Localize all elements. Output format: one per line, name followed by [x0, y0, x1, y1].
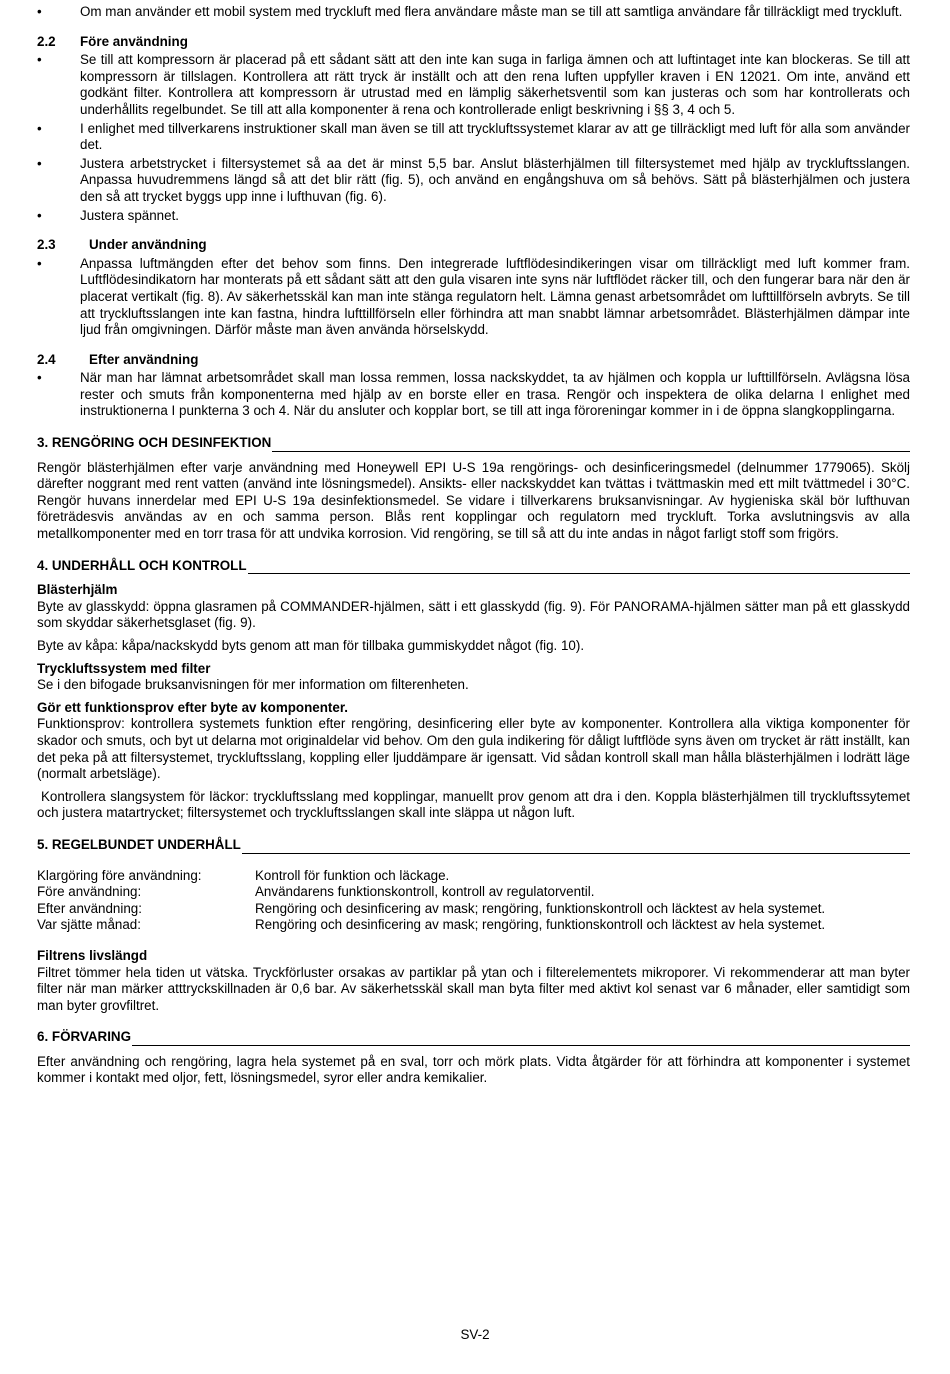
schedule-when: Klargöring före användning: — [37, 867, 202, 883]
list-item: • Anpassa luftmängden efter det behov som finns. Den integrerade luftflödesindikeringen visar om tillräckligt med luft kommer fram. Luftflödesindikatorn har monterats på ett sådant sätt att den gula visaren inte syns när luftflödet räcker till, och den fungerar bara när den är placerat vertikalt (fig. 8). Av säkerhetsskäl kan man inte stänga regulatorn helt. Lämna genast arbetsområdet om lufttillförseln avbryts. Se till att tryckluftsslangen inte kan fastna, hindra lufttillförseln eller förhindra att man snabbt lämnar arbetsområdet. Blästerhjälmen dämpar inte ljud från omgivningen. Därför måste man även använda hörselskydd. — [37, 256, 910, 339]
section-6-heading — [37, 1029, 910, 1046]
section-title: Före användning — [80, 33, 188, 49]
leak-check-text: Kontrollera slangsystem för läckor: tryckluftsslang med kopplingar, manuellt prov genom att dra i den. Koppla blästerhjälmen till tryckluftssytemet och justera matartrycket; filtersystemet och tryckluftsslangen skall inte släppa ut någon luft. — [37, 788, 910, 821]
section-2-2-heading — [37, 34, 910, 51]
section-title: 4. UNDERHÅLL OCH KONTROLL — [37, 557, 247, 573]
section-title: 6. FÖRVARING — [37, 1029, 131, 1045]
section-4-heading — [37, 558, 910, 575]
section-number: 2.3 — [37, 237, 56, 253]
table-row — [37, 901, 825, 918]
storage-text: Efter användning och rengöring, lagra hela systemet på en sval, torr och mörk plats. Vidta åtgärder för att förhindra att komponenter i systemet kommer i kontakt med oljor, fett, lösningsmedel, syror eller andra kemikalier. — [37, 1053, 910, 1086]
table-row — [37, 884, 825, 901]
table-row — [37, 868, 825, 885]
section-number: 2.2 — [37, 33, 56, 49]
schedule-what: Kontroll för funktion och läckage. — [255, 867, 450, 883]
schedule-when: Efter användning: — [37, 900, 142, 916]
section-3-text: Rengör blästerhjälmen efter varje användning med Honeywell EPI U-S 19a rengörings- och desinficeringsmedel (delnummer 1779065). Skölj därefter noggrant med rent vatten (använd inte lösningsmedel). Ansikts- eller nackskyddet kan tvättas i tvättmaskin med ett milt tvättmedel i 30°C. Rengör huvans innerdelar med EPI U-S 19a desinfektionsmedel. Se vidare i tillverkarens bruksanvisningar. Av hygieniska skäl bör lufthuvan företrädesvis användas av en och samma person. Blås rent kopplingar och regulatorn med tryckluft. Torka avslutningsvis av alla metallkomponenter med en torr trasa för att undvika korrosion. Vid rengöring, se till så att du inte andas in något farligt stoff som frigörs. — [37, 459, 910, 542]
intro-bullet-list — [37, 4, 910, 21]
heading-rule — [242, 839, 910, 854]
list-item: • Om man använder ett mobil system med tryckluft med flera användare måste man se till att samtliga användare får tillräckligt med tryckluft. — [37, 4, 910, 21]
function-test-heading: Gör ett funktionsprov efter byte av komponenter. — [37, 699, 349, 715]
section-2-4-list — [37, 370, 910, 420]
list-item: • Justera arbetstrycket i filtersystemet så aa det är minst 5,5 bar. Anslut blästerhjälmen till filtersystemet med hjälp av tryckluftsslangen. Anpassa huvudremmens längd så att det blir rätt (fig. 5), och använd en engångshuva om så behövs. Sätt på blästerhjälmen och justera den så att trycket byggs upp inne i lufthuvan (fig. 6). — [37, 156, 910, 206]
schedule-what: Rengöring och desinficering av mask; rengöring, funktionskontroll och läcktest av hela systemet. — [255, 917, 826, 933]
schedule-what: Rengöring och desinficering av mask; rengöring, funktionskontroll och läcktest av hela systemet. — [255, 900, 826, 916]
filter-life-text: Filtret tömmer hela tiden ut vätska. Tryckförluster orsakas av partiklar på ytan och i filterelementets mikroporer. Vi rekommenderar att man byter filter när man märker atttryckskillnaden är 0,6 bar. Av säkerhetsskäl skall man byta filter med aktivt kol senast var 6 månader, eller samtidigt som man byter grovfiltret. — [37, 964, 910, 1013]
schedule-when: Före användning: — [37, 884, 142, 900]
filter-life-heading: Filtrens livslängd — [37, 947, 148, 963]
section-2-3-list — [37, 256, 910, 339]
helmet-heading: Blästerhjälm — [37, 582, 118, 598]
function-test-text: Funktionsprov: kontrollera systemets funktion efter rengöring, desinficering eller byte av komponenter. Kontrollera alla viktiga komponenter för skador och smuts, och byt ut delarna mot originaldelar vid behov. Om den gula indikering för dåligt luftflöde syns även om trycket är rätt inställt, kan det peka på att filtersystemet, tryckluftsslang, koppling eller ljuddämpare är igensatt. Vid sådan kontroll skall man hålla blästerhjälmen i lodrätt läge (normalt arbetsläge). — [37, 716, 910, 782]
section-title: 5. REGELBUNDET UNDERHÅLL — [37, 836, 241, 852]
section-2-3-heading — [37, 237, 910, 254]
section-2-2-list — [37, 52, 910, 224]
glass-replacement-text: Byte av glasskydd: öppna glasramen på COMMANDER-hjälmen, sätt i ett glasskydd (fig. 9). För PANORAMA-hjälmen sätter man på ett glasskydd som skyddar säkerhetsglaset (fig. 9). — [37, 598, 910, 631]
section-title: Efter användning — [89, 351, 199, 367]
page-number: SV-2 — [460, 1327, 490, 1342]
heading-rule — [132, 1031, 910, 1046]
section-title: Under användning — [89, 237, 207, 253]
air-system-heading: Tryckluftssystem med filter — [37, 660, 211, 676]
heading-rule — [248, 559, 910, 574]
list-item: • I enlighet med tillverkarens instruktioner skall man även se till att tryckluftssystemet klarar av att ge tillräckligt med luft för alla som använder det. — [37, 121, 910, 154]
schedule-what: Användarens funktionskontroll, kontroll av regulatorventil. — [255, 884, 595, 900]
section-number: 2.4 — [37, 351, 56, 367]
schedule-when: Var sjätte månad: — [37, 917, 141, 933]
maintenance-schedule-table — [37, 868, 825, 934]
section-5-heading — [37, 837, 910, 854]
list-item: • När man har lämnat arbetsområdet skall man lossa remmen, lossa nackskyddet, ta av hjälmen och koppla ur lufttillförseln. Avlägsna lösa rester och smuts från komponenterna med hjälp av en borste eller en trasa. Rengör och inspektera de olika delarna I enlighet med instruktionerna I punkterna 3 och 4. När du ansluter och kopplar bort, se till att inga föroreningar kommer in i de öppna slangkopplingarna. — [37, 370, 910, 420]
list-item: • Se till att kompressorn är placerad på ett sådant sätt att den inte kan suga in farliga ämnen och att luftintaget inte kan blockeras. Se till att kompressorn är tillslagen. Kontrollera att rätt tryck är inställt och att den rena luften uppfyller kraven i EN 12021. Om inte, använd ett godkänt filter. Kontrollera att kompressorn är utrustad med en lämplig säkerhetsventil som kan justeras och som har kontrollerats och underhållits regelbundet. Se till att alla komponenter ä rena och kontrollerade enligt beskrivning i §§ 3, 4 och 5. — [37, 52, 910, 118]
section-2-4-heading — [37, 352, 910, 369]
heading-rule — [272, 437, 910, 452]
section-title: 3. RENGÖRING OCH DESINFEKTION — [37, 435, 272, 451]
cover-replacement-text: Byte av kåpa: kåpa/nackskydd byts genom att man för tillbaka gummiskyddet något (fig. 10). — [37, 638, 585, 653]
air-system-text: Se i den bifogade bruksanvisningen för mer information om filterenheten. — [37, 677, 469, 693]
table-row — [37, 917, 825, 934]
section-3-heading — [37, 435, 910, 452]
manual-page — [37, 4, 910, 1093]
list-item: • Justera spännet. — [37, 208, 910, 225]
